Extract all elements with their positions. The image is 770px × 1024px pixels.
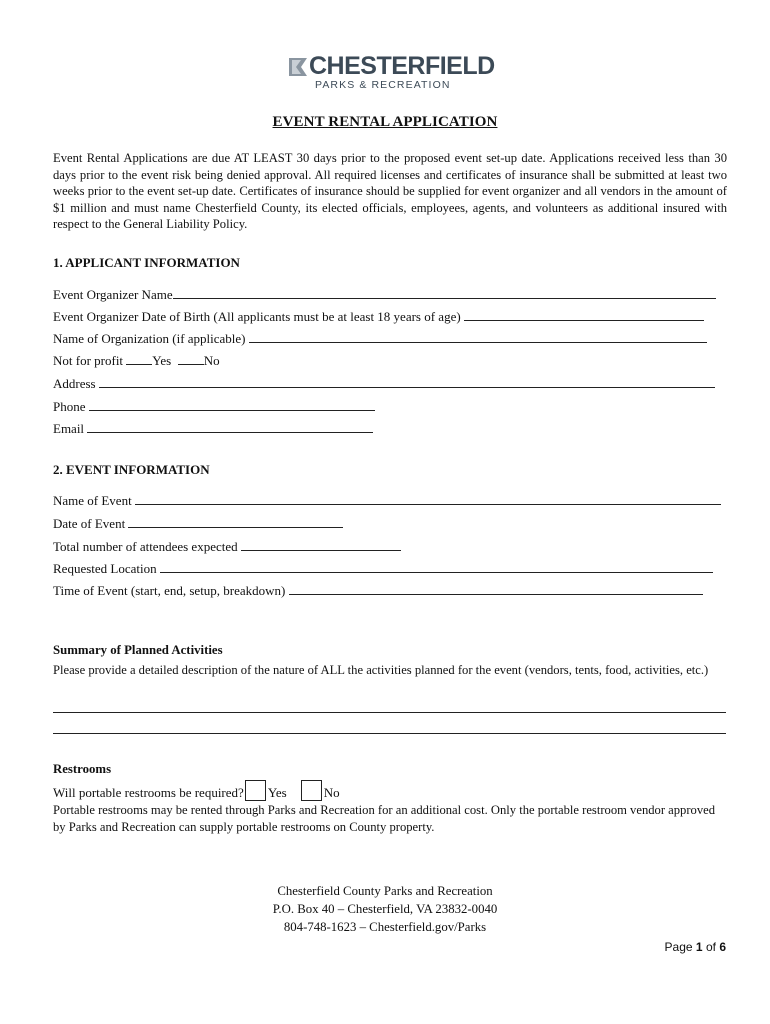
location-field[interactable] — [160, 560, 713, 573]
summary-line-1[interactable] — [53, 712, 726, 713]
not-for-profit-yes-blank[interactable] — [126, 352, 152, 365]
restrooms-question: Will portable restrooms be required? — [53, 785, 244, 800]
event-date-label: Date of Event — [53, 516, 126, 531]
restrooms-no-checkbox[interactable] — [301, 780, 322, 801]
page-of: of — [705, 940, 716, 954]
page-current: 1 — [695, 940, 703, 954]
chesterfield-logo-mark-icon — [287, 54, 309, 80]
summary-heading: Summary of Planned Activities — [53, 643, 223, 657]
attendees-label: Total number of attendees expected — [53, 539, 238, 554]
address-field[interactable] — [99, 375, 715, 388]
email-label: Email — [53, 421, 85, 436]
section-applicant-heading: 1. APPLICANT INFORMATION — [53, 255, 240, 270]
not-for-profit-row — [53, 352, 220, 369]
chesterfield-logo — [287, 52, 497, 92]
organizer-dob-label: Event Organizer Date of Birth (All applicants must be at least 18 years of age) — [53, 309, 461, 324]
footer-address — [0, 882, 770, 936]
address-row — [53, 375, 715, 392]
organization-field[interactable] — [249, 330, 707, 343]
not-for-profit-yes-label: Yes — [152, 353, 172, 368]
attendees-field[interactable] — [241, 538, 401, 551]
intro-paragraph: Event Rental Applications are due AT LEAST 30 days prior to the proposed event set-up date. Applications received less than 30 days prior to the event risk being denied approval. All required licenses and certificates of insurance shall be submitted at least two weeks prior to the event set-up date. Certificates of insurance should be supplied for event organizer and all vendors in the amount of $1 million and must name Chesterfield County, its elected officials, employees, agents, and volunteers as additional insured with respect to the General Liability Policy. — [53, 151, 727, 232]
not-for-profit-no-blank[interactable] — [178, 352, 204, 365]
page-number — [665, 940, 726, 954]
footer-line-2: P.O. Box 40 – Chesterfield, VA 23832-0040 — [272, 902, 498, 916]
location-label: Requested Location — [53, 561, 157, 576]
summary-line-2[interactable] — [53, 733, 726, 734]
footer-line-1: Chesterfield County Parks and Recreation — [277, 884, 493, 898]
organizer-name-label: Event Organizer Name — [53, 287, 173, 302]
address-label: Address — [53, 376, 96, 391]
page-title: EVENT RENTAL APPLICATION — [272, 114, 498, 130]
restrooms-note: Portable restrooms may be rented through Parks and Recreation for an additional cost. Only the portable restroom vendor approved by Parks and Recreation can supply portable restrooms on County property. — [53, 803, 716, 834]
not-for-profit-label: Not for profit — [53, 353, 124, 368]
event-name-field[interactable] — [135, 492, 721, 505]
attendees-row — [53, 538, 401, 555]
page-total: 6 — [719, 940, 726, 954]
logo-brand: CHESTERFIELD — [309, 52, 495, 80]
restrooms-yes-checkbox[interactable] — [245, 780, 266, 801]
organization-label: Name of Organization (if applicable) — [53, 331, 246, 346]
footer-line-3: 804-748-1623 – Chesterfield.gov/Parks — [283, 920, 487, 934]
restrooms-heading: Restrooms — [53, 762, 112, 776]
restrooms-yes-label: Yes — [267, 785, 287, 800]
email-row — [53, 420, 373, 437]
event-name-label: Name of Event — [53, 493, 132, 508]
email-field[interactable] — [87, 420, 373, 433]
restrooms-no-label: No — [323, 785, 340, 800]
phone-row — [53, 398, 375, 415]
phone-label: Phone — [53, 399, 86, 414]
event-date-field[interactable] — [128, 515, 343, 528]
organizer-name-field[interactable] — [173, 286, 716, 299]
page-label: Page — [664, 940, 693, 954]
not-for-profit-no-label: No — [203, 353, 220, 368]
event-time-field[interactable] — [289, 582, 703, 595]
summary-instructions: Please provide a detailed description of the nature of ALL the activities planned for the event (vendors, tents, food, activities, etc.) — [53, 663, 709, 677]
logo-subtitle: PARKS & RECREATION — [315, 79, 451, 91]
restrooms-question-row — [53, 780, 340, 801]
organizer-name-row — [53, 286, 716, 303]
organizer-dob-field[interactable] — [464, 308, 704, 321]
event-date-row — [53, 515, 343, 532]
event-time-row — [53, 582, 703, 599]
event-time-label: Time of Event (start, end, setup, breakdown) — [53, 583, 286, 598]
location-row — [53, 560, 713, 577]
organizer-dob-row — [53, 308, 704, 325]
phone-field[interactable] — [89, 398, 375, 411]
organization-row — [53, 330, 707, 347]
section-event-heading: 2. EVENT INFORMATION — [53, 462, 210, 477]
event-name-row — [53, 492, 721, 509]
